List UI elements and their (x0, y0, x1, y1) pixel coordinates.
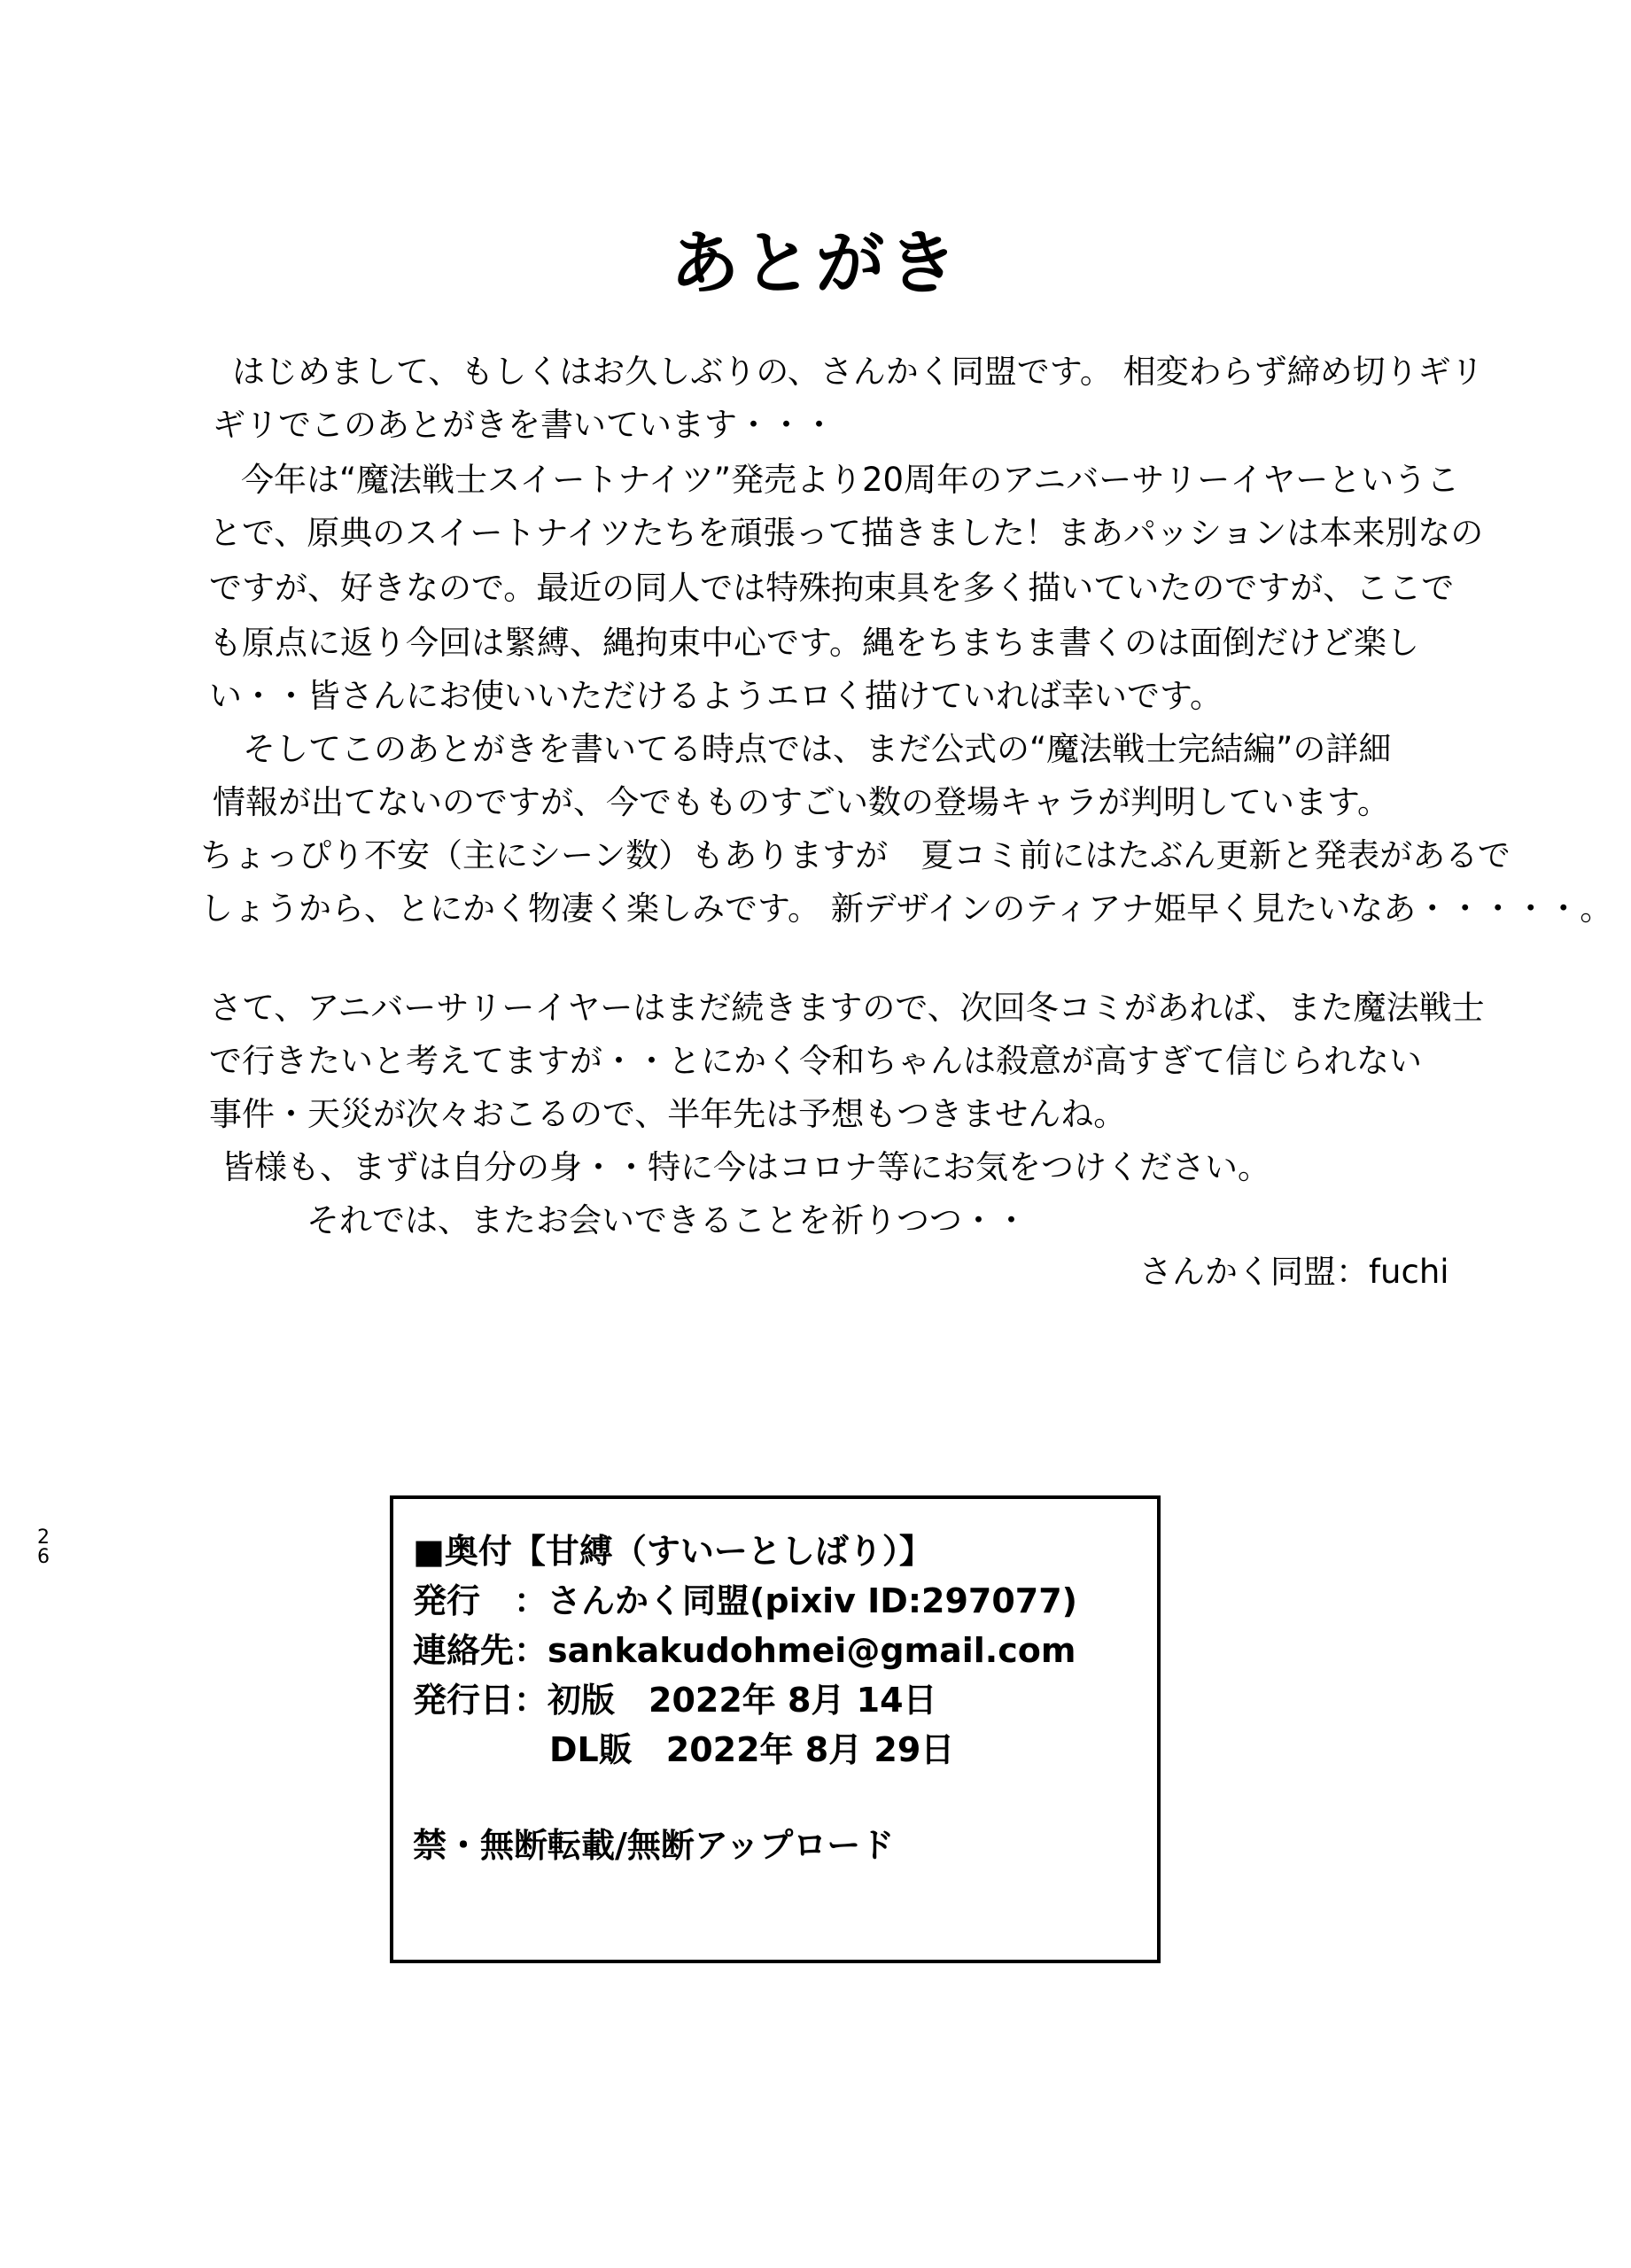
text-line: ちょっぴり不安（主にシーン数）もありますが 夏コミ前にはたぶん更新と発表があるで (200, 836, 1511, 874)
date-first-edition: 初版 2022年 8月 14日 (548, 1681, 937, 1720)
text-line: しょうから、とにかく物凄く楽しみです。 新デザインのティアナ姫早く見たいなあ・・・・・。 (200, 889, 1613, 928)
date-dl-edition: DL販 2022年 8月 29日 (549, 1730, 955, 1769)
publisher-label: 発行 ： (413, 1581, 548, 1620)
contact-value: sankakudohmei@gmail.com (548, 1631, 1076, 1670)
text-line: で行きたいと考えてますが・・とにかく令和ちゃんは殺意が高すぎて信じられない (209, 1042, 1422, 1080)
contact-label: 連絡先： (413, 1631, 548, 1670)
page-title: あとがき (670, 224, 961, 304)
signature: さんかく同盟：fuchi (1139, 1253, 1449, 1291)
date-label: 発行日： (413, 1681, 548, 1720)
text-line: はじめまして、もしくはお久しぶりの、さんかく同盟です。 相変わらず締め切りギリ (232, 353, 1484, 391)
text-line: 事件・天災が次々おこるので、半年先は予想もつきませんね。 (209, 1095, 1127, 1133)
text-line: そしてこのあとがきを書いてる時点では、まだ公式の“魔法戦士完結編”の詳細 (243, 730, 1392, 768)
text-line: それでは、またお会いできることを祈りつつ・・ (307, 1201, 1028, 1239)
page-number-digit: 2 (37, 1526, 50, 1549)
text-line: ですが、好きなので。最近の同人では特殊拘束具を多く描いていたのですが、ここで (209, 569, 1455, 607)
colophon-date (413, 1673, 937, 1721)
page-number-digit: 6 (37, 1546, 50, 1568)
text-line: ギリでこのあとがきを書いています・・・ (213, 406, 835, 444)
text-line: 情報が出てないのですが、今でもものすごい数の登場キャラが判明しています。 (213, 783, 1391, 821)
text-line: さて、アニバーサリーイヤーはまだ続きますので、次回冬コミがあれば、また魔法戦士 (209, 989, 1485, 1027)
page-number (34, 1528, 53, 1567)
colophon-heading: ■奥付【甘縛（すいーとしばり）】 (413, 1532, 933, 1571)
publisher-value: さんかく同盟(pixiv ID:297077) (548, 1581, 1078, 1620)
text-line: 今年は“魔法戦士スイートナイツ”発売より20周年のアニバーサリーイヤーというこ (241, 461, 1460, 499)
colophon-notice: 禁・無断転載/無断アップロード (413, 1826, 895, 1865)
colophon-publisher (413, 1573, 1077, 1622)
text-line: とで、原典のスイートナイツたちを頑張って描きました！まあパッションは本来別なの (209, 514, 1484, 552)
colophon-contact (413, 1623, 1076, 1672)
text-line: い・・皆さんにお使いいただけるようエロく描けていれば幸いです。 (209, 677, 1223, 715)
colophon-box (390, 1495, 1161, 1963)
text-line: も原点に返り今回は緊縛、縄拘束中心です。縄をちまちま書くのは面倒だけど楽し (209, 624, 1420, 662)
text-line: 皆様も、まずは自分の身・・特に今はコロナ等にお気をつけください。 (221, 1148, 1270, 1186)
